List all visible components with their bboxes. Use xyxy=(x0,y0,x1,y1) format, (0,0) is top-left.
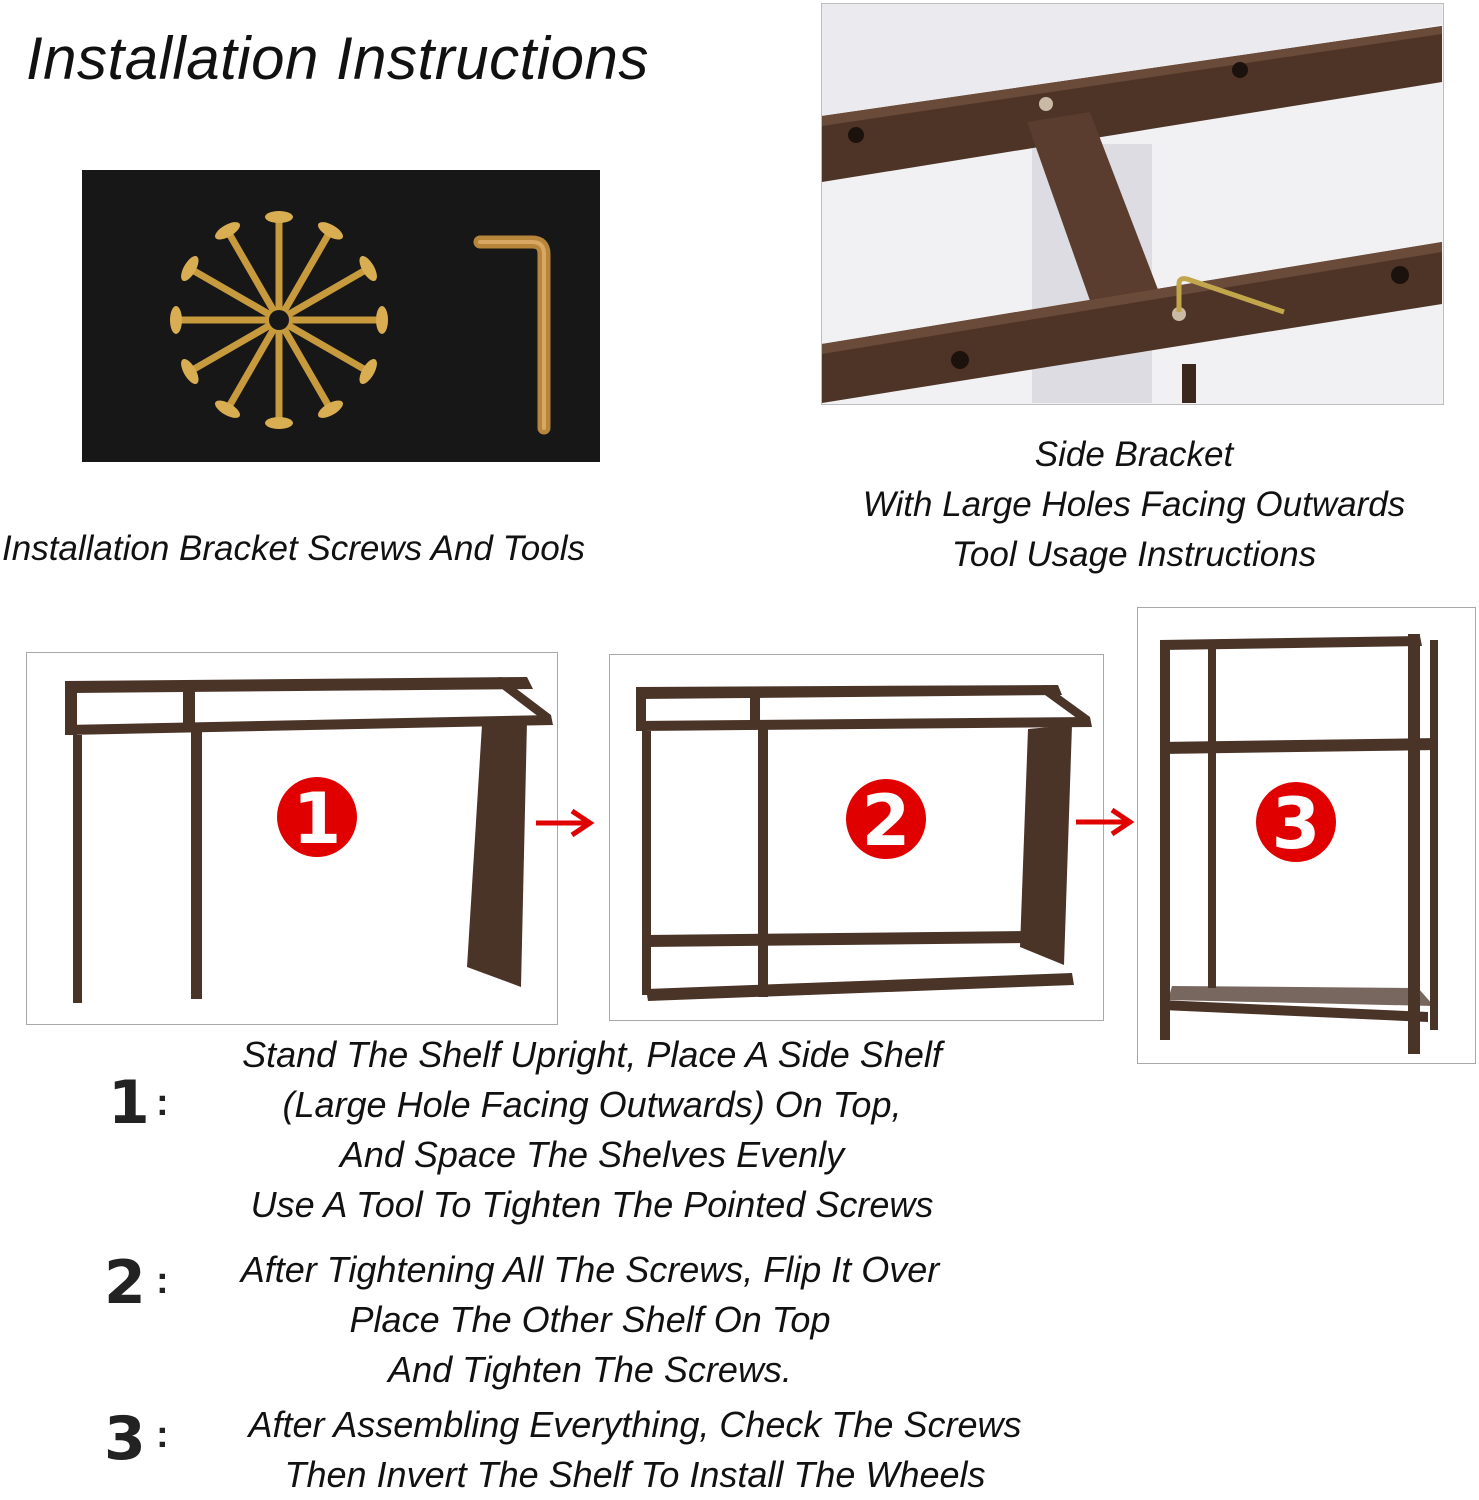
step-2-badge-number: 2 xyxy=(861,780,911,862)
bracket-caption-line: Tool Usage Instructions xyxy=(951,535,1317,574)
step-3-diagram xyxy=(1137,607,1476,1064)
step-3-text xyxy=(190,1400,1080,1500)
step-2-number: 2 xyxy=(104,1248,147,1318)
step-1-line: And Space The Shelves Evenly xyxy=(339,1134,845,1175)
arrow-right-icon xyxy=(532,806,596,840)
step-3-badge-number: 3 xyxy=(1271,783,1321,865)
step-2-line: Place The Other Shelf On Top xyxy=(349,1299,831,1340)
page-title: Installation Instructions xyxy=(26,25,649,92)
step-1-text xyxy=(192,1030,992,1230)
step-1-number: 1 xyxy=(108,1068,151,1138)
kit-caption: Installation Bracket Screws And Tools xyxy=(2,529,585,568)
step-1-colon: : xyxy=(156,1082,169,1124)
side-bracket-photo xyxy=(821,3,1444,405)
bracket-caption-line: With Large Holes Facing Outwards xyxy=(862,485,1406,524)
step-1-line: (Large Hole Facing Outwards) On Top, xyxy=(282,1084,902,1125)
arrow-right-icon xyxy=(1072,805,1136,839)
step-2-line: After Tightening All The Screws, Flip It Over xyxy=(240,1249,940,1290)
step-2-line: And Tighten The Screws. xyxy=(388,1349,792,1390)
step-3-line: Then Invert The Shelf To Install The Wheels xyxy=(284,1454,986,1495)
step-2-diagram xyxy=(609,654,1104,1021)
step-2-text xyxy=(190,1245,990,1395)
step-1-badge-number: 1 xyxy=(292,778,342,860)
step-1-line: Use A Tool To Tighten The Pointed Screws xyxy=(250,1184,934,1225)
step-2-colon: : xyxy=(156,1260,169,1302)
step-1-line: Stand The Shelf Upright, Place A Side Shelf xyxy=(242,1034,942,1075)
step-1-diagram xyxy=(26,652,558,1025)
step-3-colon: : xyxy=(156,1414,169,1456)
bracket-caption xyxy=(810,430,1458,580)
screws-and-tool-photo xyxy=(82,170,600,462)
step-3-number: 3 xyxy=(104,1404,147,1474)
step-3-line: After Assembling Everything, Check The Screws xyxy=(248,1404,1022,1445)
bracket-caption-line: Side Bracket xyxy=(1034,435,1234,474)
